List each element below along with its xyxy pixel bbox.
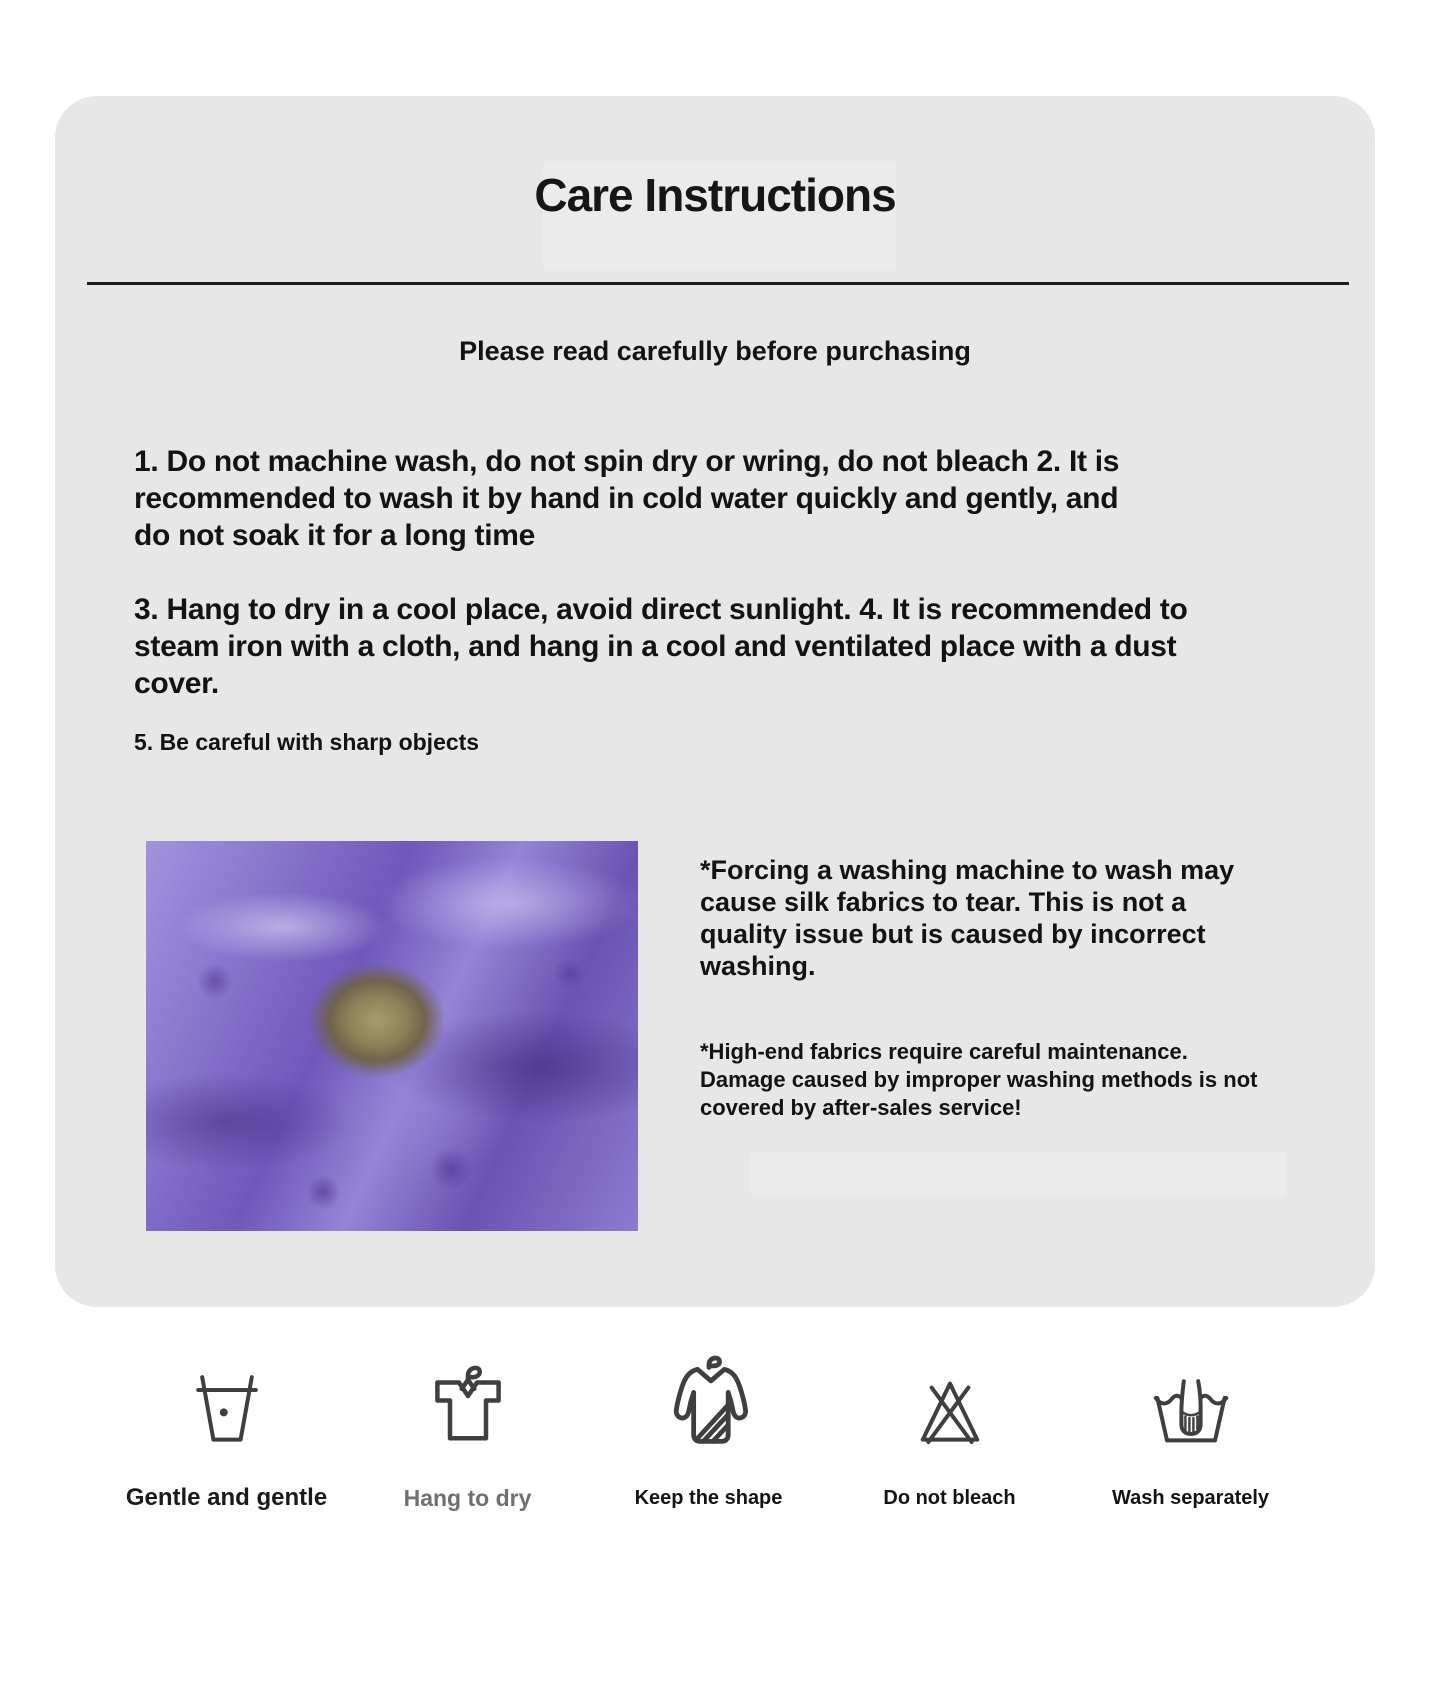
- instruction-line: 5. Be careful with sharp objects: [134, 729, 480, 755]
- instruction-line: cover.: [134, 667, 219, 700]
- warning-line: washing.: [700, 951, 816, 981]
- warning-line: *Forcing a washing machine to wash may: [700, 855, 1235, 885]
- warning-line: *High-end fabrics require careful maintenance.: [700, 1039, 1188, 1064]
- care-symbol-label: Gentle and gentle: [125, 1484, 328, 1511]
- garment-keep-shape-icon: [661, 1356, 757, 1450]
- care-symbol-do-not-bleach: [829, 1356, 1070, 1510]
- care-symbol-label: Do not bleach: [883, 1487, 1016, 1509]
- care-instructions-card: [55, 96, 1375, 1307]
- gentle-wash-basin-icon: [187, 1356, 267, 1450]
- do-not-bleach-icon: [910, 1356, 990, 1450]
- warning-primary: [700, 854, 1234, 982]
- instruction-paragraph-3: [134, 727, 479, 757]
- instruction-line: recommended to wash it by hand in cold water quickly and gently, and: [134, 482, 1119, 515]
- instruction-line: steam iron with a cloth, and hang in a cool and ventilated place with a dust: [134, 630, 1177, 663]
- page-subtitle: Please read carefully before purchasing: [459, 336, 971, 366]
- warning-secondary: [700, 1038, 1257, 1122]
- care-symbol-gentle-wash: [106, 1356, 347, 1510]
- warning-line: Damage caused by improper washing methods is not: [700, 1067, 1258, 1092]
- page-title: Care Instructions: [534, 169, 896, 221]
- warning-line: covered by after-sales service!: [700, 1095, 1022, 1120]
- care-symbol-label: Wash separately: [1111, 1487, 1270, 1509]
- torn-silk-fabric-photo: [146, 841, 638, 1231]
- title-divider: [87, 282, 1349, 285]
- warning-line: cause silk fabrics to tear. This is not a: [700, 887, 1187, 917]
- care-symbol-label: Keep the shape: [634, 1487, 783, 1509]
- instruction-paragraph-2: [134, 591, 1187, 702]
- care-symbol-wash-separately: [1070, 1356, 1311, 1510]
- shirt-on-hanger-icon: [423, 1356, 513, 1450]
- watermark-artifact: [750, 1152, 1287, 1196]
- instruction-line: 1. Do not machine wash, do not spin dry or wring, do not bleach 2. It is: [134, 445, 1120, 478]
- hand-wash-basin-icon: [1151, 1356, 1231, 1450]
- care-symbol-label: Hang to dry: [403, 1485, 532, 1511]
- care-symbol-keep-shape: [588, 1356, 829, 1510]
- instruction-line: do not soak it for a long time: [134, 519, 536, 552]
- care-symbols-row: [106, 1356, 1311, 1510]
- instruction-paragraph-1: [134, 443, 1119, 554]
- warning-line: quality issue but is caused by incorrect: [700, 919, 1206, 949]
- instruction-line: 3. Hang to dry in a cool place, avoid direct sunlight. 4. It is recommended to: [134, 593, 1188, 626]
- care-symbol-hang-to-dry: [347, 1356, 588, 1510]
